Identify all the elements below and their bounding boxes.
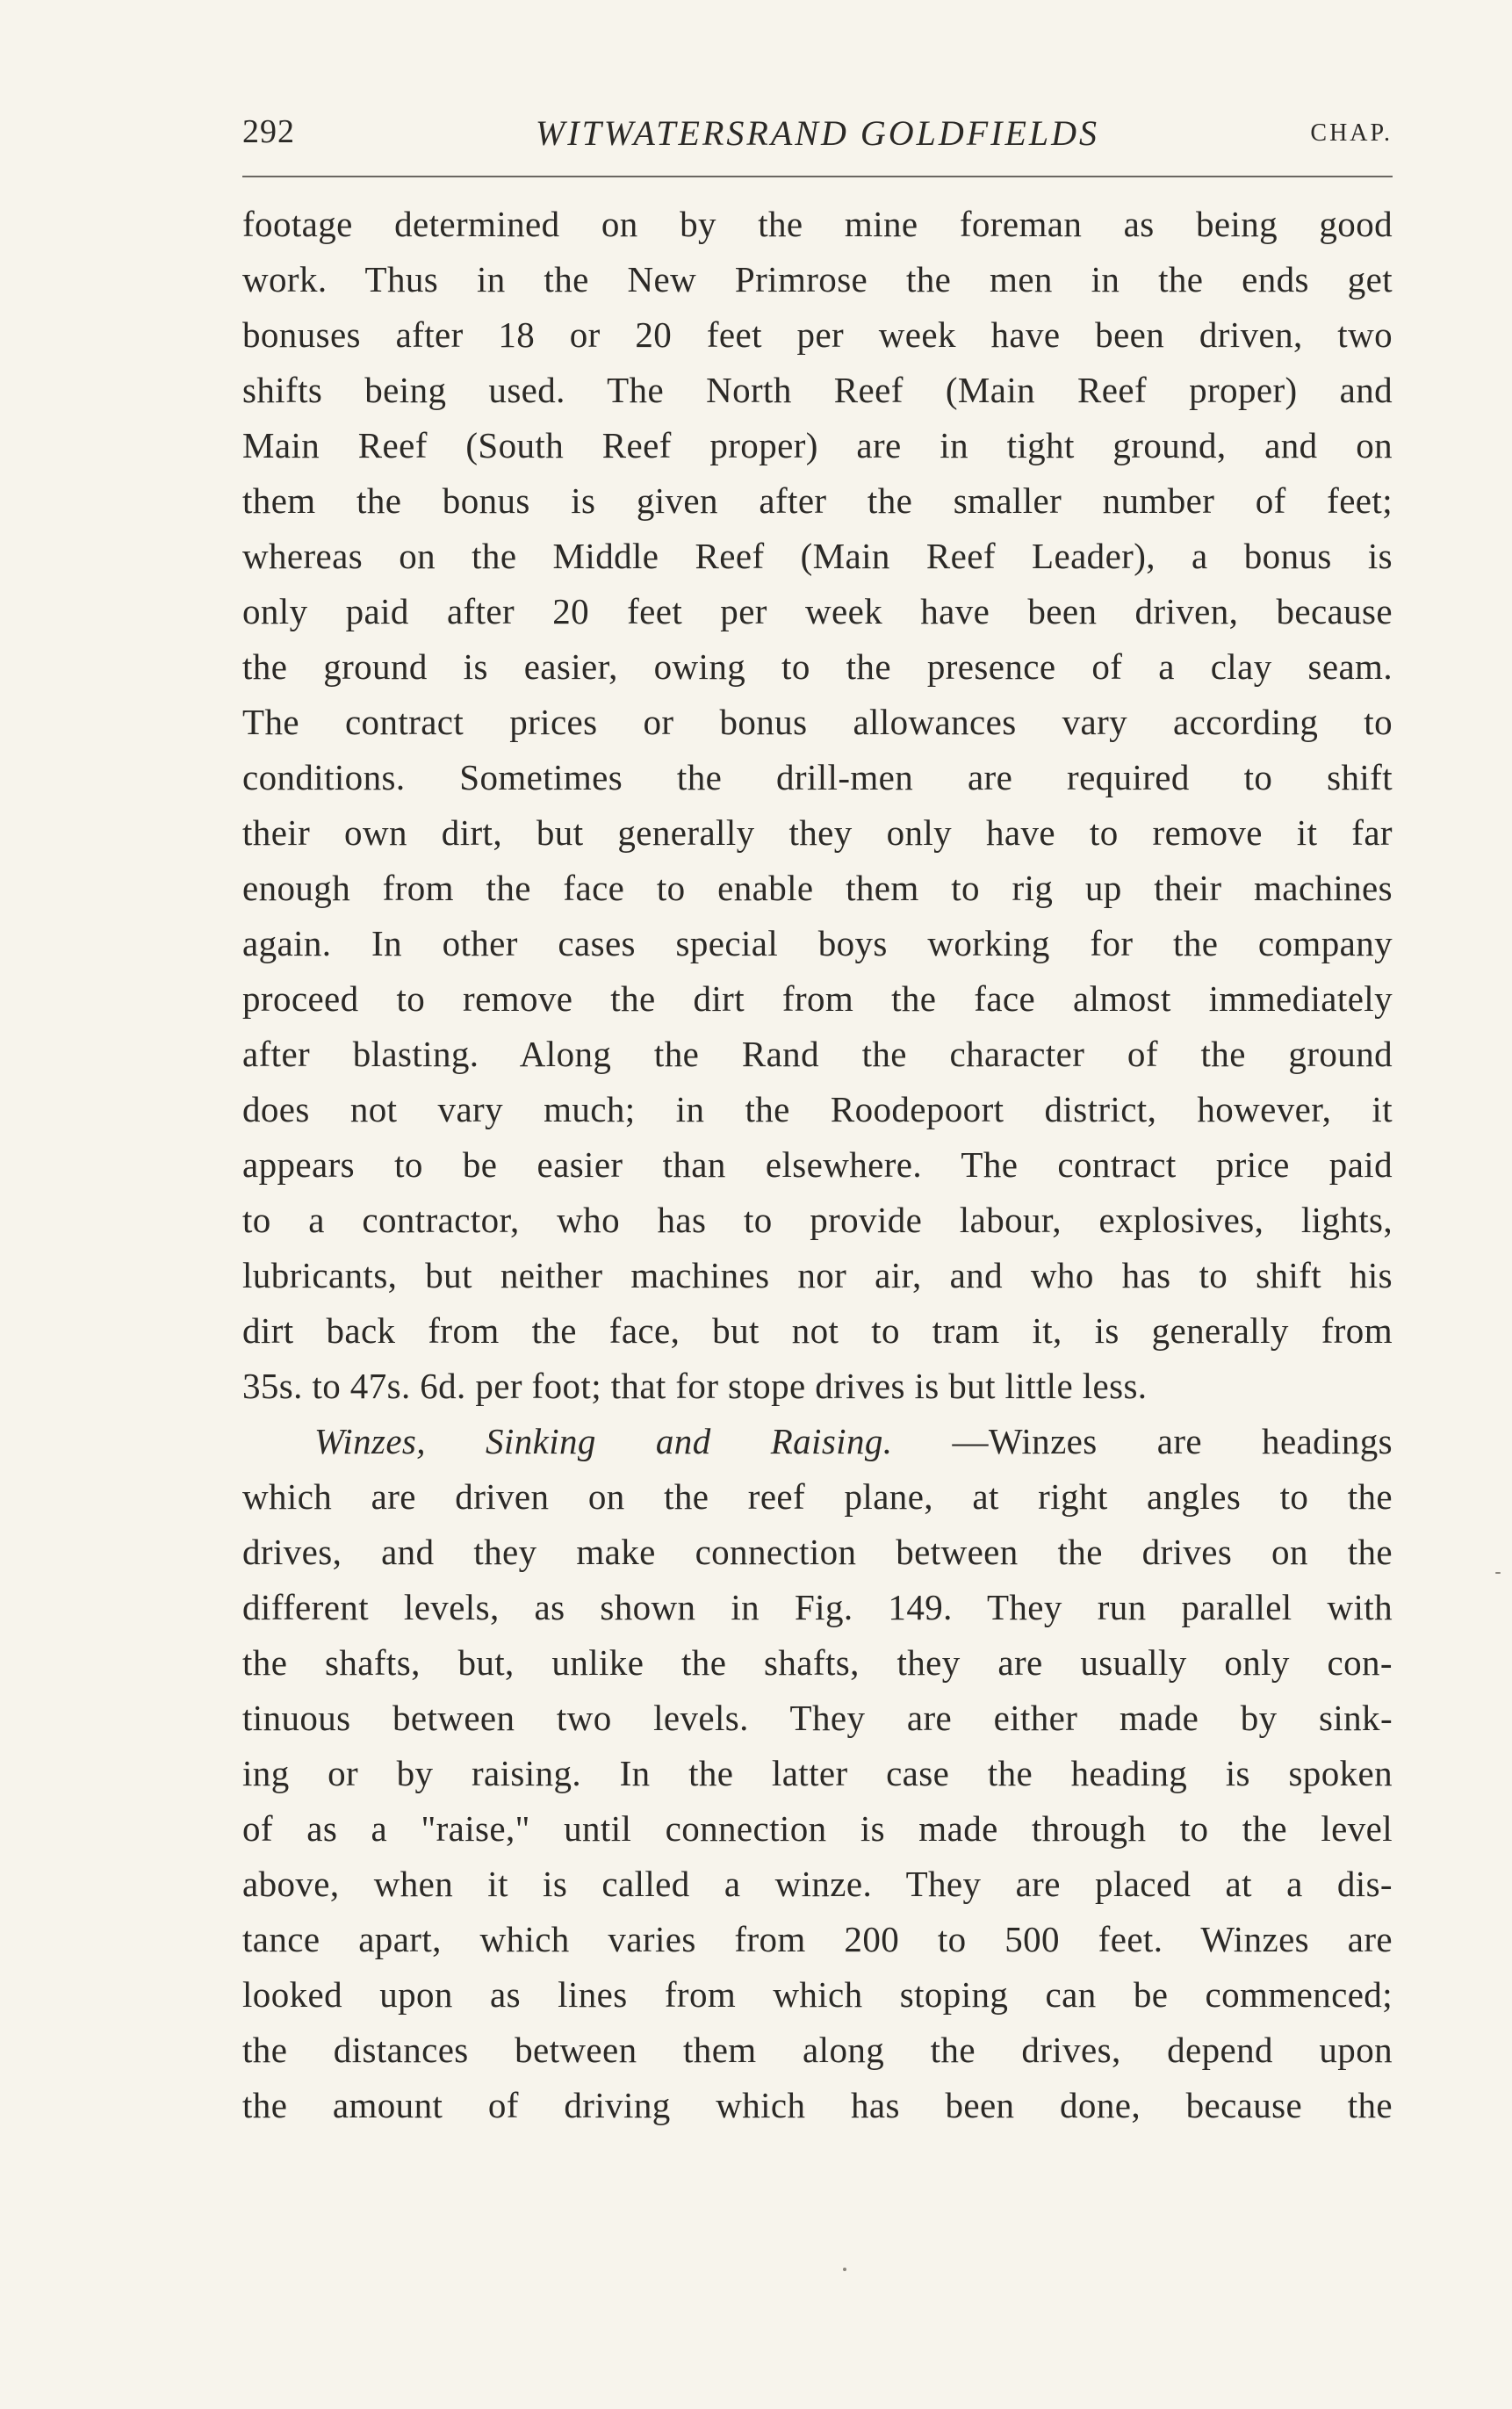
text-line: looked upon as lines from which stoping can be commenced; — [242, 1974, 1393, 2015]
page-number: 292 — [242, 113, 295, 150]
text-line: ing or by raising. In the latter case the heading is spoken — [242, 1753, 1393, 1793]
text-line: appears to be easier than elsewhere. The contract price paid — [242, 1144, 1393, 1185]
text-line: footage determined on by the mine foreman as being good — [242, 204, 1393, 244]
text-line: dirt back from the face, but not to tram it, is generally from — [242, 1310, 1393, 1351]
text-line: bonuses after 18 or 20 feet per week have been driven, two — [242, 314, 1393, 355]
text-line: shifts being used. The North Reef (Main Reef proper) and — [242, 370, 1393, 410]
text-line: The contract prices or bonus allowances vary according to — [242, 702, 1393, 742]
text-line: of as a "raise," until connection is made through to the level — [242, 1808, 1393, 1849]
text-line: the shafts, but, unlike the shafts, they are usually only con- — [242, 1642, 1393, 1683]
text-line: above, when it is called a winze. They are placed at a dis- — [242, 1864, 1393, 1904]
text-line: the distances between them along the drives, depend upon — [242, 2030, 1393, 2070]
text-line: 35s. to 47s. 6d. per foot; that for stope drives is but little less. — [242, 1366, 1148, 1406]
text-line: after blasting. Along the Rand the character of the ground — [242, 1034, 1393, 1074]
text-line: them the bonus is given after the smaller number of feet; — [242, 480, 1393, 521]
text-line: lubricants, but neither machines nor air, and who has to shift his — [242, 1255, 1393, 1295]
text-line: which are driven on the reef plane, at right angles to the — [242, 1476, 1393, 1517]
text-line: to a contractor, who has to provide labour, explosives, lights, — [242, 1200, 1393, 1240]
text-line: their own dirt, but generally they only have to remove it far — [242, 812, 1393, 853]
header-rule — [242, 176, 1393, 177]
running-title: WITWATERSRAND GOLDFIELDS — [535, 113, 1100, 153]
text-line: work. Thus in the New Primrose the men in the ends get — [242, 259, 1393, 299]
paper-speck — [843, 2268, 846, 2271]
text-line: enough from the face to enable them to rig up their machines — [242, 868, 1393, 908]
text-line: tinuous between two levels. They are either made by sink- — [242, 1698, 1393, 1738]
paper-speck — [1495, 1572, 1501, 1574]
section-first-line — [242, 1414, 1393, 1469]
text-line: drives, and they make connection between the drives on the — [242, 1532, 1393, 1572]
text-line: tance apart, which varies from 200 to 500 feet. Winzes are — [242, 1919, 1393, 1959]
body-text — [242, 197, 1393, 2133]
text-line: Main Reef (South Reef proper) are in tight ground, and on — [242, 425, 1393, 465]
text-line: the amount of driving which has been done, because the — [242, 2085, 1393, 2125]
running-head — [242, 112, 1393, 156]
text-line: proceed to remove the dirt from the face almost immediately — [242, 978, 1393, 1019]
section-first-line-text: —Winzes are headings — [952, 1421, 1393, 1461]
text-line: the ground is easier, owing to the presence of a clay seam. — [242, 646, 1393, 687]
text-line: only paid after 20 feet per week have been driven, because — [242, 591, 1393, 631]
text-line: different levels, as shown in Fig. 149. They run parallel with — [242, 1587, 1393, 1627]
text-line: conditions. Sometimes the drill-men are required to shift — [242, 757, 1393, 797]
text-line: whereas on the Middle Reef (Main Reef Leader), a bonus is — [242, 536, 1393, 576]
chapter-label: CHAP. — [1310, 119, 1393, 147]
text-line: again. In other cases special boys working for the company — [242, 923, 1393, 963]
section-heading: Winzes, Sinking and Raising. — [314, 1421, 893, 1461]
text-line: does not vary much; in the Roodepoort district, however, it — [242, 1089, 1393, 1129]
